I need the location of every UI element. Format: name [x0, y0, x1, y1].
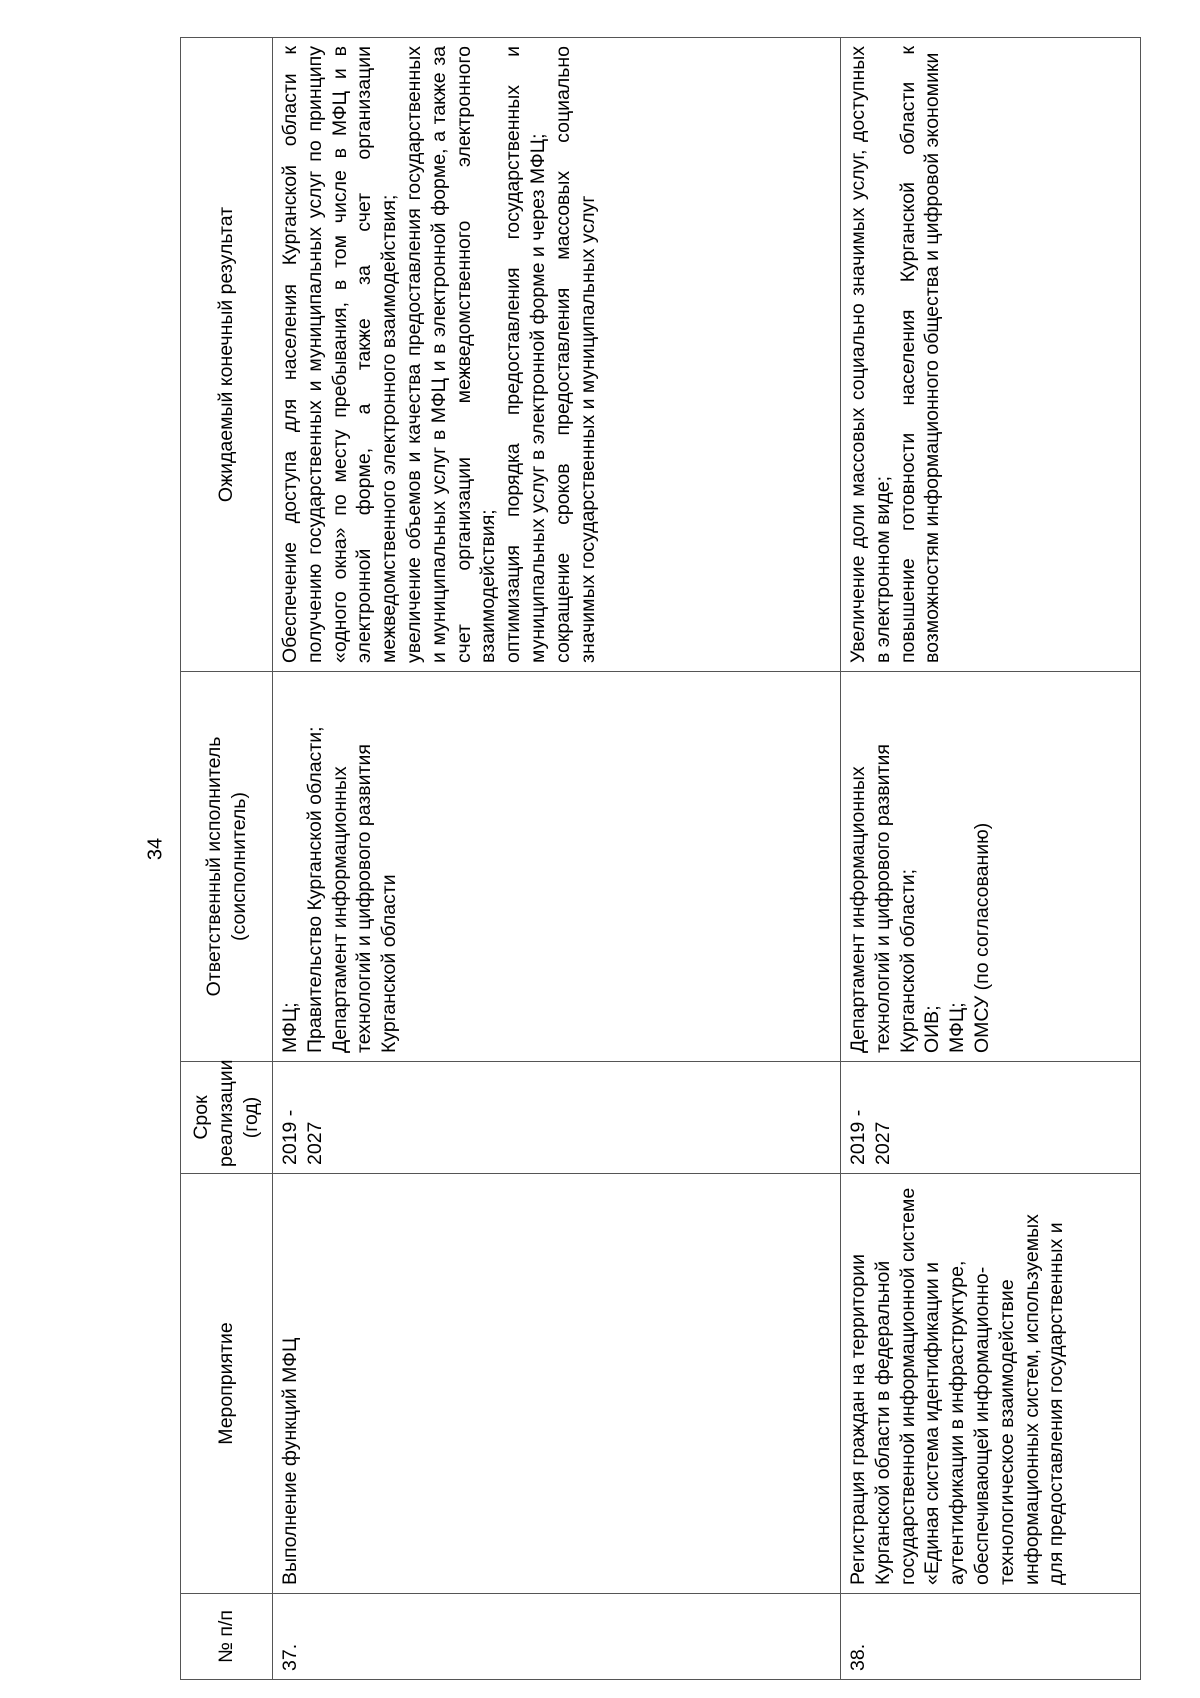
responsible-line: Департамент информационных технологий и цифрового развития Курганской области [328, 744, 401, 1053]
responsible-line: ОИВ; [921, 1005, 944, 1053]
period-cell: 2019 - 2027 [273, 1062, 841, 1174]
header-num: № п/п [181, 1594, 273, 1680]
result-paragraph: Обеспечение доступа для населения Курганской области к получению государственных и муниципальных услуг по принципу «одного окна» по месту пребывания, в том числе в МФЦ и в электронной форме, а также за счет организации межведомственного электронного взаимодействия; [279, 46, 401, 663]
header-result: Ожидаемый конечный результат [181, 38, 273, 672]
program-activities-table [180, 37, 1141, 1680]
event-cell: Выполнение функций МФЦ [273, 1174, 841, 1594]
event-cell: Регистрация граждан на территории Курганской области в федеральной государственной информационной системе «Единая система идентификации и аутентификации в инфраструктуре, обеспечивающей информационно-технологическое взаимодействие информационных систем, используемых для предоставления государственных и [841, 1174, 1141, 1594]
header-responsible: Ответственный исполнитель (соисполнитель) [181, 672, 273, 1062]
header-period: Срок реализации (год) [181, 1062, 273, 1174]
table-row [841, 38, 1141, 1680]
responsible-cell [841, 672, 1141, 1062]
result-paragraph: повышение готовности населения Курганской области к возможностям информационного общества и цифровой экономики [896, 46, 944, 663]
result-paragraph: Увеличение доли массовых социально значимых услуг, доступных в электронном виде; [847, 46, 894, 663]
result-cell [841, 38, 1141, 672]
table-row [273, 38, 841, 1680]
result-paragraph: оптимизация порядка предоставления государственных и муниципальных услуг в электронной форме и через МФЦ; [502, 46, 549, 663]
rotated-table-container [180, 38, 1140, 1680]
period-cell: 2019 - 2027 [841, 1062, 1141, 1174]
row-number: 37. [273, 1594, 841, 1680]
responsible-line: МФЦ; [946, 1002, 969, 1053]
page-number: 34 [144, 837, 167, 861]
responsible-line: МФЦ; [279, 1002, 301, 1053]
responsible-line: Департамент информационных технологий и цифрового развития Курганской области; [847, 744, 919, 1053]
table-header-row [181, 38, 273, 1680]
result-paragraph: сокращение сроков предоставления массовых социально значимых государственных и муниципальных услуг [551, 46, 599, 663]
responsible-line: Правительство Курганской области; [303, 726, 326, 1053]
result-paragraph: увеличение объемов и качества предоставления государственных и муниципальных услуг в МФЦ и в электронной форме, а также за счет организации межведомственного электронного взаимодействия; [402, 46, 500, 663]
header-event: Мероприятие [181, 1174, 273, 1594]
responsible-cell [273, 672, 841, 1062]
result-cell [273, 38, 841, 672]
responsible-line: ОМСУ (по согласованию) [970, 822, 993, 1053]
row-number: 38. [841, 1594, 1141, 1680]
